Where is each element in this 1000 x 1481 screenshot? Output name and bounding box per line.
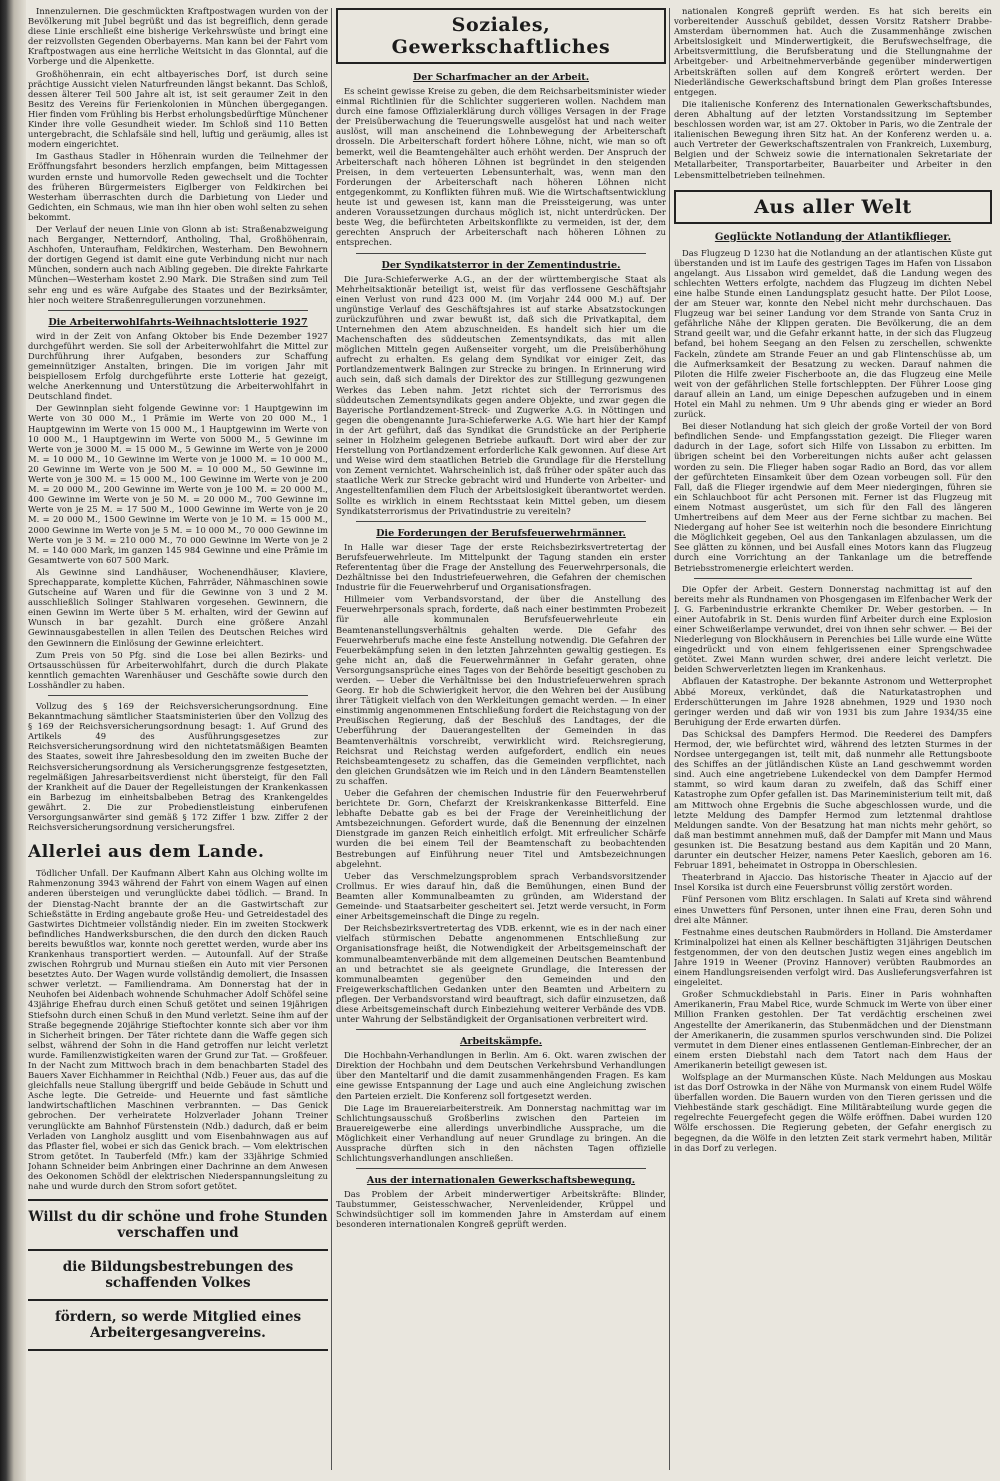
news-item: Wolfsplage an der Murmanschen Küste. Nach Meldungen aus Moskau ist das Dorf Ostrowka in der Nähe von Murmansk von einem Rudel Wölfe überfallen worden. Die Bauern wurden von den Tieren gerissen und die Viehbestände stark geschädigt. Eine Militärabteilung wurde gegen die regelrechte Feuergefecht gegen die Wölfe eröffnen. Dabei wurden 120 Wölfe erschossen. Die Regierung gebeten, der Gefahr energisch zu begegnen, da die Wölfe in den letzten Zeit stark vermehrt haben, Militär in das Dorf zu verlegen.	[674, 1072, 992, 1153]
column-rule	[669, 8, 670, 1470]
column-rule	[331, 8, 332, 1470]
column-left	[28, 6, 328, 1476]
news-item: Theaterbrand in Ajaccio. Das historische Theater in Ajaccio auf der Insel Korsika ist durch eine Feuersbrunst völlig zerstört worden.	[674, 872, 992, 893]
article-headline: Die Forderungen der Berufsfeuerwehrmänner.	[376, 527, 626, 539]
divider	[48, 695, 308, 696]
article-paragraph: Das Flugzeug D 1230 hat die Notlandung an der atlantischen Küste gut überstanden und ist im Laufe des gestrigen Tages im Hafen von Lissabon angelangt. Aus Lissabon wird gemeldet, daß die Landung wegen des schlechten Wetters erfolgte, nachdem das Flugzeug im dichten Nebel eine halbe Stunde einen Landungsplatz gesucht hatte. Der Pilot Loose, der am Steuer war, konnte den Nebel nicht mehr durchschauen. Das Flugzeug war bei seiner Landung vor dem Strande von Santa Cruz in gefährliche Nähe der Klippen geraten. Die Bevölkerung, die an dem Strand geeilt war, und die Gefahr erkannt hatte, in der sich das Flugzeug befand, bei hohem Seegang an den Felsen zu zerschellen, schwenkte Fackeln, zündete am Strande Feuer an und gab Flintenschüsse ab, um die Aufmerksamkeit der Besatzung zu wecken. Darauf nahmen die Piloten die Hilfe zweier Fischerboote an, die das Flugzeug eine Meile weit von der gefährlichen Stelle fortschleppten. Der Führer Loose ging darauf allein an Land, um einige Depeschen aufzugeben und in einem Hotel ein Mahl zu nehmen. Um 9 Uhr abends ging er wieder an Bord zurück.	[674, 247, 992, 420]
section-heading: Allerlei aus dem Lande.	[28, 842, 265, 863]
article-paragraph: Innenzulernen. Die geschmückten Kraftpostwagen wurden von der Bevölkerung mit Jubel begrüßt und das ist begreiflich, denn gerade diese Linie erschließt eine bisherige Verkehrswüste und bringt eine der reizvollsten Gegenden Oberbayerns. Man kann bei der Fahrt vom Kraftpostwagen aus eine herrliche Weitsicht in das Glonntal, auf die Vorberge und die Alpenkette.	[28, 6, 328, 67]
divider	[356, 1168, 646, 1169]
article-headline: Der Syndikatsterror in der Zementindustrie.	[381, 259, 621, 271]
column-middle	[336, 6, 666, 1476]
advertisement-box	[28, 1199, 328, 1351]
news-item: Abflauen der Katastrophe. Der bekannte Astronom und Wetterprophet Abbé Moreux, verkündet, daß die Naturkatastrophen und Erderschütterungen im Jahre 1928 abnehmen, 1929 und 1930 noch geringer werden und daß wir von 1931 bis zum Jahre 1934/35 eine Beruhigung der Erde erwarten dürfen.	[674, 676, 992, 727]
news-item: Fünf Personen vom Blitz erschlagen. In Salati auf Kreta sind während eines Unwetters fünf Personen, unter ihnen eine Frau, deren Sohn und drei alte Männer.	[674, 894, 992, 925]
article-paragraph: Zum Preis von 50 Pfg. sind die Lose bei allen Bezirks- und Ortsausschüssen für Arbeiterwohlfahrt, durch die durch Plakate kenntlich gemachten Warenhäuser und Geschäfte sowie durch den Losshändler zu haben.	[28, 649, 328, 690]
binding-edge	[0, 0, 26, 1481]
article-paragraph: nationalen Kongreß geprüft werden. Es hat sich bereits ein vorbereitender Ausschuß gebildet, dessen Vorsitz Ratsherr Drabbe-Amsterdam übernommen hat. Auch die Zusammenhänge zwischen Arbeitslosigkeit und Minderwertigkeit, die Berufswechselfrage, die Arbeitsvermittlung, die Berufsberatung und die Stellungnahme der Arbeitgeber- und Arbeitnehmerverbände gegenüber minderwertigen Arbeitskräften sollen auf dem Kongreß erörtert werden. Der Niederländische Gewerkschaftsbund bringt dem Plan großes Interesse entgegen.	[674, 6, 992, 97]
column-right	[674, 6, 992, 1476]
section-banner	[336, 8, 666, 64]
article-paragraph: Als Gewinne sind Landhäuser, Wochenendhäuser, Klaviere, Sprechapparate, komplette Küchen, Fahrräder, Nähmaschinen sowie Gutscheine auf Waren und für die Gewinne von 3 und 2 M. ausschließlich Solinger Stahlwaren vorgesehen. Gewinnern, die einen Gewinn im Werte über 5 M. erhalten, wird der Gewinn auf Wunsch in bar gezahlt. Durch eine größere Anzahl Gewinnausgabestellen in allen Teilen des Deutschen Reiches wird den Gewinnern die Einlösung der Gewinne erleichtert.	[28, 566, 328, 648]
article-paragraph: Großhöhenrain, ein echt altbayerisches Dorf, ist durch seine prächtige Aussicht vielen Naturfreunden längst bekannt. Das Schloß, dessen älterer Teil 500 Jahre alt ist, ist seit geraumer Zeit in den Besitz des Vereins für Ferienkolonien in München übergegangen. Hier finden vom Frühling bis Herbst erholungsbedürftige Münchener Kinder ihre volle Gesundheit wieder. Im Schloß sind 110 Betten untergebracht, die Schlafsäle sind hell, luftig und geräumig, alles ist modern eingerichtet.	[28, 68, 328, 150]
article-paragraph: Es scheint gewisse Kreise zu geben, die dem Reichsarbeitsminister wieder einmal Richtlinien für die Schlichter suggerieren wollen. Nachdem man durch eine famose Offizialerklärung durch völliges Versagen in der Frage der Preisüberwachung die Teuerungswelle ausgelöst hat und nach weiter auslöst, will man anscheinend die Lohnbewegung der Arbeiterschaft drosseln. Die Arbeiterschaft fordert höhere Löhne, nicht, wie man so oft bemerkt, weil die Beamtengehälter auch erhöht werden. Der Anspruch der Arbeiterschaft nach höheren Löhnen ist begründet in den steigenden Preisen, in dem verteuerten Lebensunterhalt, was, wenn man den Forderungen der Arbeiterschaft nach höheren Löhnen nicht entgegenkommt, zu Konflikten führen muß. Wie die Wirtschaftsentwicklung heute ist und gewesen ist, kann man die Preissteigerung, was unter anderen Voraussetzungen durchaus möglich ist, nicht unterdrücken. Der beste Weg, die befürchteten Arbeitskonflikte zu vermeiden, ist der, dem gerechten Anspruch der Arbeiterschaft nach höheren Löhnen zu entsprechen.	[336, 86, 666, 248]
article-headline: Der Scharfmacher an der Arbeit.	[412, 72, 590, 83]
divider	[356, 253, 646, 254]
divider	[694, 578, 972, 579]
article-paragraph: Die Jura-Schieferwerke A.G., an der der württembergische Staat als Mehrheitsaktionär beteiligt ist, weist für das verflossene Geschäftsjahr einen Verlust von rund 423 000 M. (im Vorjahr 244 000 M.) auf. Der ungünstige Verlauf des Geschäftsjahres ist auf starke Absatzstockungen zurückzuführen und zwar bewußt ist, daß sich die Privatkapital, dem Unternehmen den Atem abzuschneiden. Es handelt sich hier um die Machenschaften des süddeutschen Zementsyndikats, das mit allen möglichen Mitteln gegen Außenseiter vorgeht, um die Preisüberhöhung aufrecht zu erhalten. Es gelang dem Syndikat vor einiger Zeit, das Portlandzementwerk Balingen zur Strecke zu bringen. In Erinnerung wird auch sein, daß sich damals der Direktor des zur Stilllegung gezwungenen Werkes das Leben nahm. Jetzt richtet sich der Terrorismus des süddeutschen Zementsyndikats gegen andere Objekte, und zwar gegen die Bayerische Portlandzement-Streck- und Zugwerke A.G. in Nöttingen und gegen die obengenannte Jura-Schieferwerke A.G. Wie hart hier der Kampf in der Art geführt, daß das Syndikat die Grundstücke an der Peripherie seiner in Holzheim gelegenen Betriebe aufkauft. Dort wird aber der zur Herstellung von Portlandzement erforderliche Kalk gewonnen. Auf diese Art und Weise wird dem staatlichen Betrieb die Grundlage für die Herstellung von Zement vernichtet. Wahrscheinlich ist, daß früher oder später auch das staatliche Werk zur Strecke gebracht wird und Hunderte von Arbeiter- und Angestelltenfamilien dem Fluch der Arbeitslosigkeit überantwortet werden. Sollte es wirklich in einem Rechtsstaat kein Mittel geben, um diesem Syndikatsterrorismus der Privatindustrie zu vereiteln?	[336, 273, 666, 516]
news-item: Großer Schmuckdiebstahl in Paris. Einer in Paris wohnhaften Amerikanerin, Frau Mabel Rice, wurde Schmuck im Werte von über einer Million Franken gestohlen. Der Tat verdächtig erscheinen zwei Angestellte der Amerikanerin, das Stubenmädchen und der Dienstmann der Amerikanerin, die zusammen spurlos verschwunden sind. Die Polizei vermutet in dem Diener eines entlassenen Gentleman-Einbrecher, der an einem ersten Diebstahl nach dem Tatort nach dem Haus der Amerikanerin beteiligt gewesen ist.	[674, 989, 992, 1070]
article-headline: Die Arbeiterwohlfahrts-Weihnachtslotterie 1927	[48, 316, 308, 328]
article-paragraph: Die italienische Konferenz des Internationalen Gewerkschaftsbundes, deren Abhaltung auf der letzten Vorstandssitzung im September beschlossen worden war, ist am 27. Oktober in Paris, wo die Zentrale der italienischen Bewegung ihren Sitz hat. An der Konferenz werden u. a. auch Vertreter der Gewerkschaftszentralen von Frankreich, Luxemburg, Belgien und der Schweiz sowie die internationalen Sekretariate der Metallarbeiter, Transportarbeiter, Bauarbeiter und Arbeiter in den Lebensmittelbetrieben teilnehmen.	[674, 98, 992, 180]
article-paragraph: wird in der Zeit von Anfang Oktober bis Ende Dezember 1927 durchgeführt werden. Sie soll der Arbeiterwohlfahrt die Mittel zur Durchführung ihrer Aufgaben, besonders zur Schaffung gemeinnütziger Anstalten, bringen. Die im vorigen Jahr mit beispiellosem Erfolg durchgeführte erste Lotterie hat gezeigt, welche Anerkennung und Unterstützung die Arbeiterwohlfahrt in Deutschland findet.	[28, 330, 328, 402]
section-banner	[674, 190, 992, 224]
article-paragraph: Tödlicher Unfall. Der Kaufmann Albert Kahn aus Olching wollte im Rahmenzonung 3943 während der Fahrt von einem Wagen auf einen anderen übersteigen und verunglückte dabei tödlich. — Brand. In der Dienstag-Nacht brannte der an die Gastwirtschaft zur Schießstätte in Erding angebaute große Heu- und Getreidestadel des Gastwirtes Dichtmeier vollständig nieder. Ein im zweiten Stockwerk befindliches Handwerksburschen, die den durch den dicken Rauch bereits bewußtlos war, konnte noch gerettet werden, wurde aber ins Krankenhaus transportiert werden. — Autounfall. Auf der Straße zwischen Rohrgrub und Murnau stießen ein Auto mit vier Personen besetztes Auto. Der Wagen wurde vollständig demoliert, die Insassen schwer verletzt. — Familiendrama. Am Donnerstag hat der in Neuhofen bei Aidenbach wohnende Schuhmacher Adolf Schöfel seine 43jährige Ehefrau durch einen Schuß getötet und seinen 19jährigen Stiefsohn durch einen Schuß in den Mund verletzt. Seine ihm auf der Straße begegnende 20jährige Stieftochter konnte sich aber vor ihm in Sicherheit bringen. Der Täter richtete dann die Waffe gegen sich selbst, während der Sohn in die Hand getroffen nur leicht verletzt wurde. Familienzwistigkeiten waren der Grund zur Tat. — Großfeuer. In der Nacht zum Mittwoch brach in dem benachbarten Stadel des Bauers Xaver Eichhammer in Reichthal (Ndb.) Feuer aus, das auf die gleichfalls neue Stallung übergriff und beide Gebäude in Schutt und Asche legte. Die Getreide- und Heuernte und fast sämtliche landwirtschaftlichen Maschinen verbrannten. — Das Genick gebrochen. Der verheiratete Holzverlader Johann Treiner verunglückte am Bahnhof Fürstenstein (Ndb.) dadurch, daß er beim Verladen von Langholz ausglitt und vom Eisenbahnwagen aus auf das Pflaster fiel, wobei er sich das Genick brach. — Vom elektrischen Strom getötet. In Tauberfeld (Mfr.) kam der 33jährige Schmied Johann Schneider beim Anbringen einer Dachrinne an dem Anwesen des Oekonomen Schödl der elektrischen Niederspannungsleitung zu nahe und wurde durch den Strom sofort getötet.	[28, 868, 328, 1192]
divider	[356, 1029, 646, 1030]
article-headline: Arbeitskämpfe.	[459, 1036, 543, 1048]
article-paragraph: In Halle war dieser Tage der erste Reichsbezirksvertretertag der Berufsfeuerwehrleute. Im Mittelpunkt der Tagung standen ein erster Referententag über die Frage der Anstellung des Feuerwehrpersonals, die Dezhältnisse bei den Industriefeuerwehren, die Gefahren der chemischen Industrie für die Feuerwehrberuf und Organisationsfragen.	[336, 541, 666, 593]
article-paragraph: Der Gewinnplan sieht folgende Gewinne vor: 1 Hauptgewinn im Werte von 30 000 M., 1 Prämie im Werte von 20 000 M., 1 Hauptgewinn im Werte von 15 000 M., 1 Hauptgewinn im Werte von 10 000 M., 1 Hauptgewinn im Werte von 5000 M., 5 Gewinne im Werte von je 3000 M. = 15 000 M., 5 Gewinne im Werte von je 2000 M. = 10 000 M., 10 Gewinne im Werte von je 1000 M. = 10 000 M., 20 Gewinne im Werte von je 500 M. = 10 000 M., 50 Gewinne im Werte von je 300 M. = 15 000 M., 100 Gewinne im Werte von je 200 M. = 20 000 M., 200 Gewinne im Werte von je 100 M. = 20 000 M., 400 Gewinne im Werte von je 50 M. = 20 000 M., 700 Gewinne im Werte von je 25 M. = 17 500 M., 1000 Gewinne im Werte von je 20 M. = 20 000 M., 1500 Gewinne im Werte von je 10 M. = 15 000 M., 2000 Gewinne im Werte von je 5 M. = 10 000 M., 70 000 Gewinne im Werte von je 3 M. = 210 000 M., 70 000 Gewinne im Werte von je 2 M. = 140 000 Mark, im ganzen 145 984 Gewinne und eine Prämie im Gesamtwerte von 607 500 Mark.	[28, 403, 328, 565]
article-paragraph: Ueber das Verschmelzungsproblem sprach Verbandsvorsitzender Crollmus. Er wies darauf hin, daß die Bemühungen, einen Bund der Beamten aller Kommunalbeamten zu gründen, am Widerstand der Gemeinde- und Staatsarbeiter gescheitert sei. Jetzt werde versucht, in Form einer Arbeitsgemeinschaft die Dinge zu regeln.	[336, 870, 666, 922]
article-paragraph: Hillmeier vom Verbandsvorstand, der über die Anstellung des Feuerwehrpersonals sprach, forderte, daß nach einer bestimmten Probezeit für alle kommunalen Berufsfeuerwehrleute ein Beamtenanstellungsverhältnis gehalten werde. Die Gefahr des Feuerwehrberufs mache eine feste Anstellung notwendig. Die Gefahren der Feuerbekämpfung seien in den letzten Jahrzehnten gewaltig gestiegen. Es gehe nicht an, daß die Feuerwehrmänner in Gefahr geraten, ohne Versorgungsansprüche eines Tages von der Behörde beseitigt geschoben zu werden. — Ueber die Verhältnisse bei den Industriefeuerwehren sprach Georg. Er hob die Schwierigkeit hervor, die den Wehren bei der Ausübung ihrer Tätigkeit vielfach von den Werkleitungen gemacht werden. — In einer einstimmig angenommenen Entschließung fordert die Reichstagung von der Preußischen Regierung, daß der Beschluß des Landtages, der die Ueberführung der Dauerangestellten der Gemeinden in das Beamtenverhältnis vorschreibt, verwirklicht wird. Reichsregierung, Reichsrat und Reichstag werden aufgefordert, endlich ein neues Reichsbeamtengesetz zu schaffen, das die Gemeinden verpflichtet, nach den gleichen Grundsätzen wie im Reich und in den Ländern Beamtenstellen zu schaffen.	[336, 594, 666, 786]
section-title: Soziales, Gewerkschaftliches	[391, 14, 611, 58]
news-item: Das Schicksal des Dampfers Hermod. Die Reederei des Dampfers Hermod, der, wie befürchtet wird, während des letzten Sturmes in der Nordsee untergegangen ist, teilt mit, daß nunmehr alle Rettungsboote des Schiffes an der jütländischen Küste an Land geschwemmt worden sind. Auch eine angetriebene Lukendeckel von dem Dampfer Hermod stammt, so wird kaum daran zu zweifeln, daß das Schiff einer Katastrophe zum Opfer gefallen ist. Das Marineministerium teilt mit, daß am Mittwoch ohne Ergebnis die Suche abgeschlossen wurde, und die letzte Meldung des Dampfer Hermod zum letztenmal drahtlose Meldungen sandte. Von der Besatzung hat man nichts mehr gehört, so daß man bestimmt annehmen muß, daß der Dampfer mit Mann und Maus gesunken ist. Die Besatzung bestand aus dem Kapitän und 20 Mann, darunter ein deutscher Heizer, namens Peter Kaeslich, geboren am 16. Februar 1891, beheimatet in Ostroppa in Oberschlesien.	[674, 728, 992, 871]
article-paragraph: Ueber die Gefahren der chemischen Industrie für den Feuerwehrberuf berichtete Dr. Gorn, Chefarzt der Kreiskrankenkasse Bitterfeld. Eine lebhafte Debatte gab es bei der Frage der Vereinheitlichung der Amtsbezeichnungen. Gefordert wurde, daß die Benennung der einzelnen Dienstgrade im ganzen Reich einheitlich erfolgt. Mit erfreulicher Schärfe wurden die bei einem Teil der Beamtenschaft zu beobachtenden Bestrebungen auf Einführung neuer Titel und Amtsbezeichnungen abgelehnt.	[336, 788, 666, 869]
divider	[48, 310, 308, 311]
article-paragraph: Bei dieser Notlandung hat sich gleich der große Vorteil der von Bord befindlichen Sende- und Empfangsstation gezeigt. Die Flieger waren dadurch in der Lage, sofort sich Hilfe von Lissabon zu erbitten. Im übrigen scheint bei den Vorbereitungen nichts außer acht gelassen worden zu sein. Die Flieger haben sogar Radio an Bord, das vor allem der gefürchteten Einsamkeit über dem Ozean vorbeugen soll. Für den Fall, daß die Flieger irgendwie auf dem Meer niedergingen, führen sie ein Schlauchboot für acht Personen mit. Ferner ist das Flugzeug mit einem Notmast ausgerüstet, um sich für den Fall des längeren Umhertreibens auf dem Meer aus der Ferne sichtbar zu machen. Bei Niedergang auf hoher See ist weiterhin noch die besondere Einrichtung die Möglichkeit gegeben, Oel aus den Tankanlagen abzulassen, um die See glätten zu können, und bei Ausfall eines Motors kann das Flugzeug durch eine Vorrichtung an der Tankanlage um die betreffende Betriebsstromenergie erleichtert werden.	[674, 421, 992, 573]
article-paragraph: Im Gasthaus Stadler in Höhenrain wurden die Teilnehmer der Eröffnungsfahrt besonders herzlich empfangen, beim Mittagessen wurden ernste und humorvolle Reden gewechselt und die Tochter des früheren Bürgermeisters Eiglberger von Feldkirchen bei Westerham überraschten durch die Darbietung von Lieder und Gedichten, ein Schmaus, wie man ihn hier oben wohl selten zu sehen bekommt.	[28, 151, 328, 222]
article-paragraph: Die Lage im Brauereiarbeiterstreik. Am Donnerstag nachmittag war im Schlichtungsausschuß Großberlins zwischen den Parteien im Brauereigewerbe eine allerdings unverbindliche Aussprache, um die Möglichkeit einer Verhandlung auf neuer Grundlage zu bringen. An die Aussprache dürften sich in den nächsten Tagen offizielle Schlichtungsverhandlungen anschließen.	[336, 1102, 666, 1164]
section-title: Aus aller Welt	[754, 195, 912, 218]
article-headline: Geglückte Notlandung der Atlantikflieger.	[714, 231, 952, 243]
article-paragraph: Der Reichsbezirksvertretertag des VDB. erkennt, wie es in der nach einer vielfach stürmischen Debatte angenommenen Entschließung zur Organisationsfrage heißt, die Notwendigkeit der Arbeitsgemeinschaft der kommunalbeamtenverbände mit dem allgemeinen Deutschen Beamtenbund an und betrachtet sie als geeignete Grundlage, die Interessen der kommunalbeamten gegenüber den Gemeinden und den Freigewerkschaftlichen Gedanken unter den Beamten und Arbeitern zu pflegen. Der Verbandsvorstand wird beauftragt, sich dafür einzusetzen, daß diese Arbeitsgemeinschaft durch Einbeziehung weiterer Verbände des VDB. unter Wahrung der Selbständigkeit der Organisationen verbreitert wird.	[336, 923, 666, 1025]
ad-line: fördern, so werde Mitglied eines Arbeitergesangvereins.	[28, 1301, 328, 1351]
article-paragraph: Das Problem der Arbeit minderwertiger Arbeitskräfte: Blinder, Taubstummer, Geistesschwacher, Nervenleidender, Krüppel und Schwindsüchtiger soll im kommenden Jahre in Amsterdam auf einem besonderen internationalen Kongreß geprüft werden.	[336, 1189, 666, 1230]
news-item: Die Opfer der Arbeit. Gestern Donnerstag nachmittag ist auf den bereits mehr als Rundnamen von Phosgengasen im Elfenbacher Werk der J. G. Farbenindustrie erkrankte Chemiker Dr. Weber gestorben. — In einer Autofabrik in St. Denis wurden fünf Arbeiter durch eine Explosion einer Schweißerlampe verwundet, drei von ihnen sehr schwer. — Bei der Niederlegung von Blockhäusern in Perenchies bei Lille wurde eine Wütte eingedrückt und von einem fehlgerissenen einer Sprengschwadee getötet. Zwei Mann wurden schwer, drei andere leicht verletzt. Die beiden Schwerverletzten liegen im Krankenhaus.	[674, 583, 992, 675]
ad-line: die Bildungsbestrebungen des schaffenden Volkes	[28, 1251, 328, 1301]
news-item: Festnahme eines deutschen Raubmörders in Holland. Die Amsterdamer Kriminalpolizei hat einen als Kellner beschäftigten 31jährigen Deutschen festgenommen, der von den deutschen Justiz wegen eines angeblich im Jahre 1919 in Weener (Provinz Hannover) verübten Raubmordes an einem Handlungsreisenden verfolgt wird. Das Auslieferungsverfahren ist eingeleitet.	[674, 926, 992, 988]
article-paragraph: Die Hochbahn-Verhandlungen in Berlin. Am 6. Okt. waren zwischen der Direktion der Hochbahn und dem Deutschen Verkehrsbund Verhandlungen über den Manteltarif und die damit zusammenhängenden Fragen. Es kam eine gewisse Entspannung der Lage und auch eine Angleichung zwischen den Parteien erzielt. Die Konferenz soll fortgesetzt werden.	[336, 1050, 666, 1101]
ad-line: Willst du dir schöne und frohe Stunden verschaffen und	[28, 1201, 328, 1251]
divider	[356, 521, 646, 522]
article-paragraph: Vollzug des § 169 der Reichsversicherungsordnung. Eine Bekanntmachung sämtlicher Staatsministerien über den Vollzug des § 169 der Reichsversicherungsordnung besagt: 1. Auf Grund des Artikels 49 des Ausführungsgesetzes zur Reichsversicherungsordnung wird den nichtetatsmäßigen Beamten des Staates, soweit ihre Jahresbesoldung den im zweiten Buche der Reichsversicherungsordnung als Versicherungsgrenze festgesetzten, regelmäßigen Jahresarbeitsverdienst nicht übersteigt, für den Fall der Krankheit auf die Dauer der Regelleistungen der Krankenkassen ein Barbezug im einheitsbalbeben Betrag des Krankengeldes gewährt. 2. Die zur Probedienstleistung einberufenen Versorgungsanwärter sind gemäß § 172 Ziffer 1 bzw. Ziffer 2 der Reichsversicherungsordnung versicherungsfrei.	[28, 701, 328, 833]
article-headline: Aus der internationalen Gewerkschaftsbewegung.	[366, 1175, 636, 1187]
article-paragraph: Der Verlauf der neuen Linie von Glonn ab ist: Straßenabzweigung nach Berganger, Netterndorf, Antholing, Thal, Großhöhenrain, Aschhofen, Unteraufham, Feldkirchen, Westerham. Den Bewohnern der dortigen Gegend ist damit eine gute Verbindung nicht nur nach München, sondern auch nach Aibling gegeben. Die direkte Fahrkarte München—Westerham kostet 2.90 Mark. Die Straßen sind zum Teil sehr eng und es wäre Aufgabe des Staates und der Bezirksämter, hier noch weitere Straßenregulierungen vorzunehmen.	[28, 223, 328, 305]
